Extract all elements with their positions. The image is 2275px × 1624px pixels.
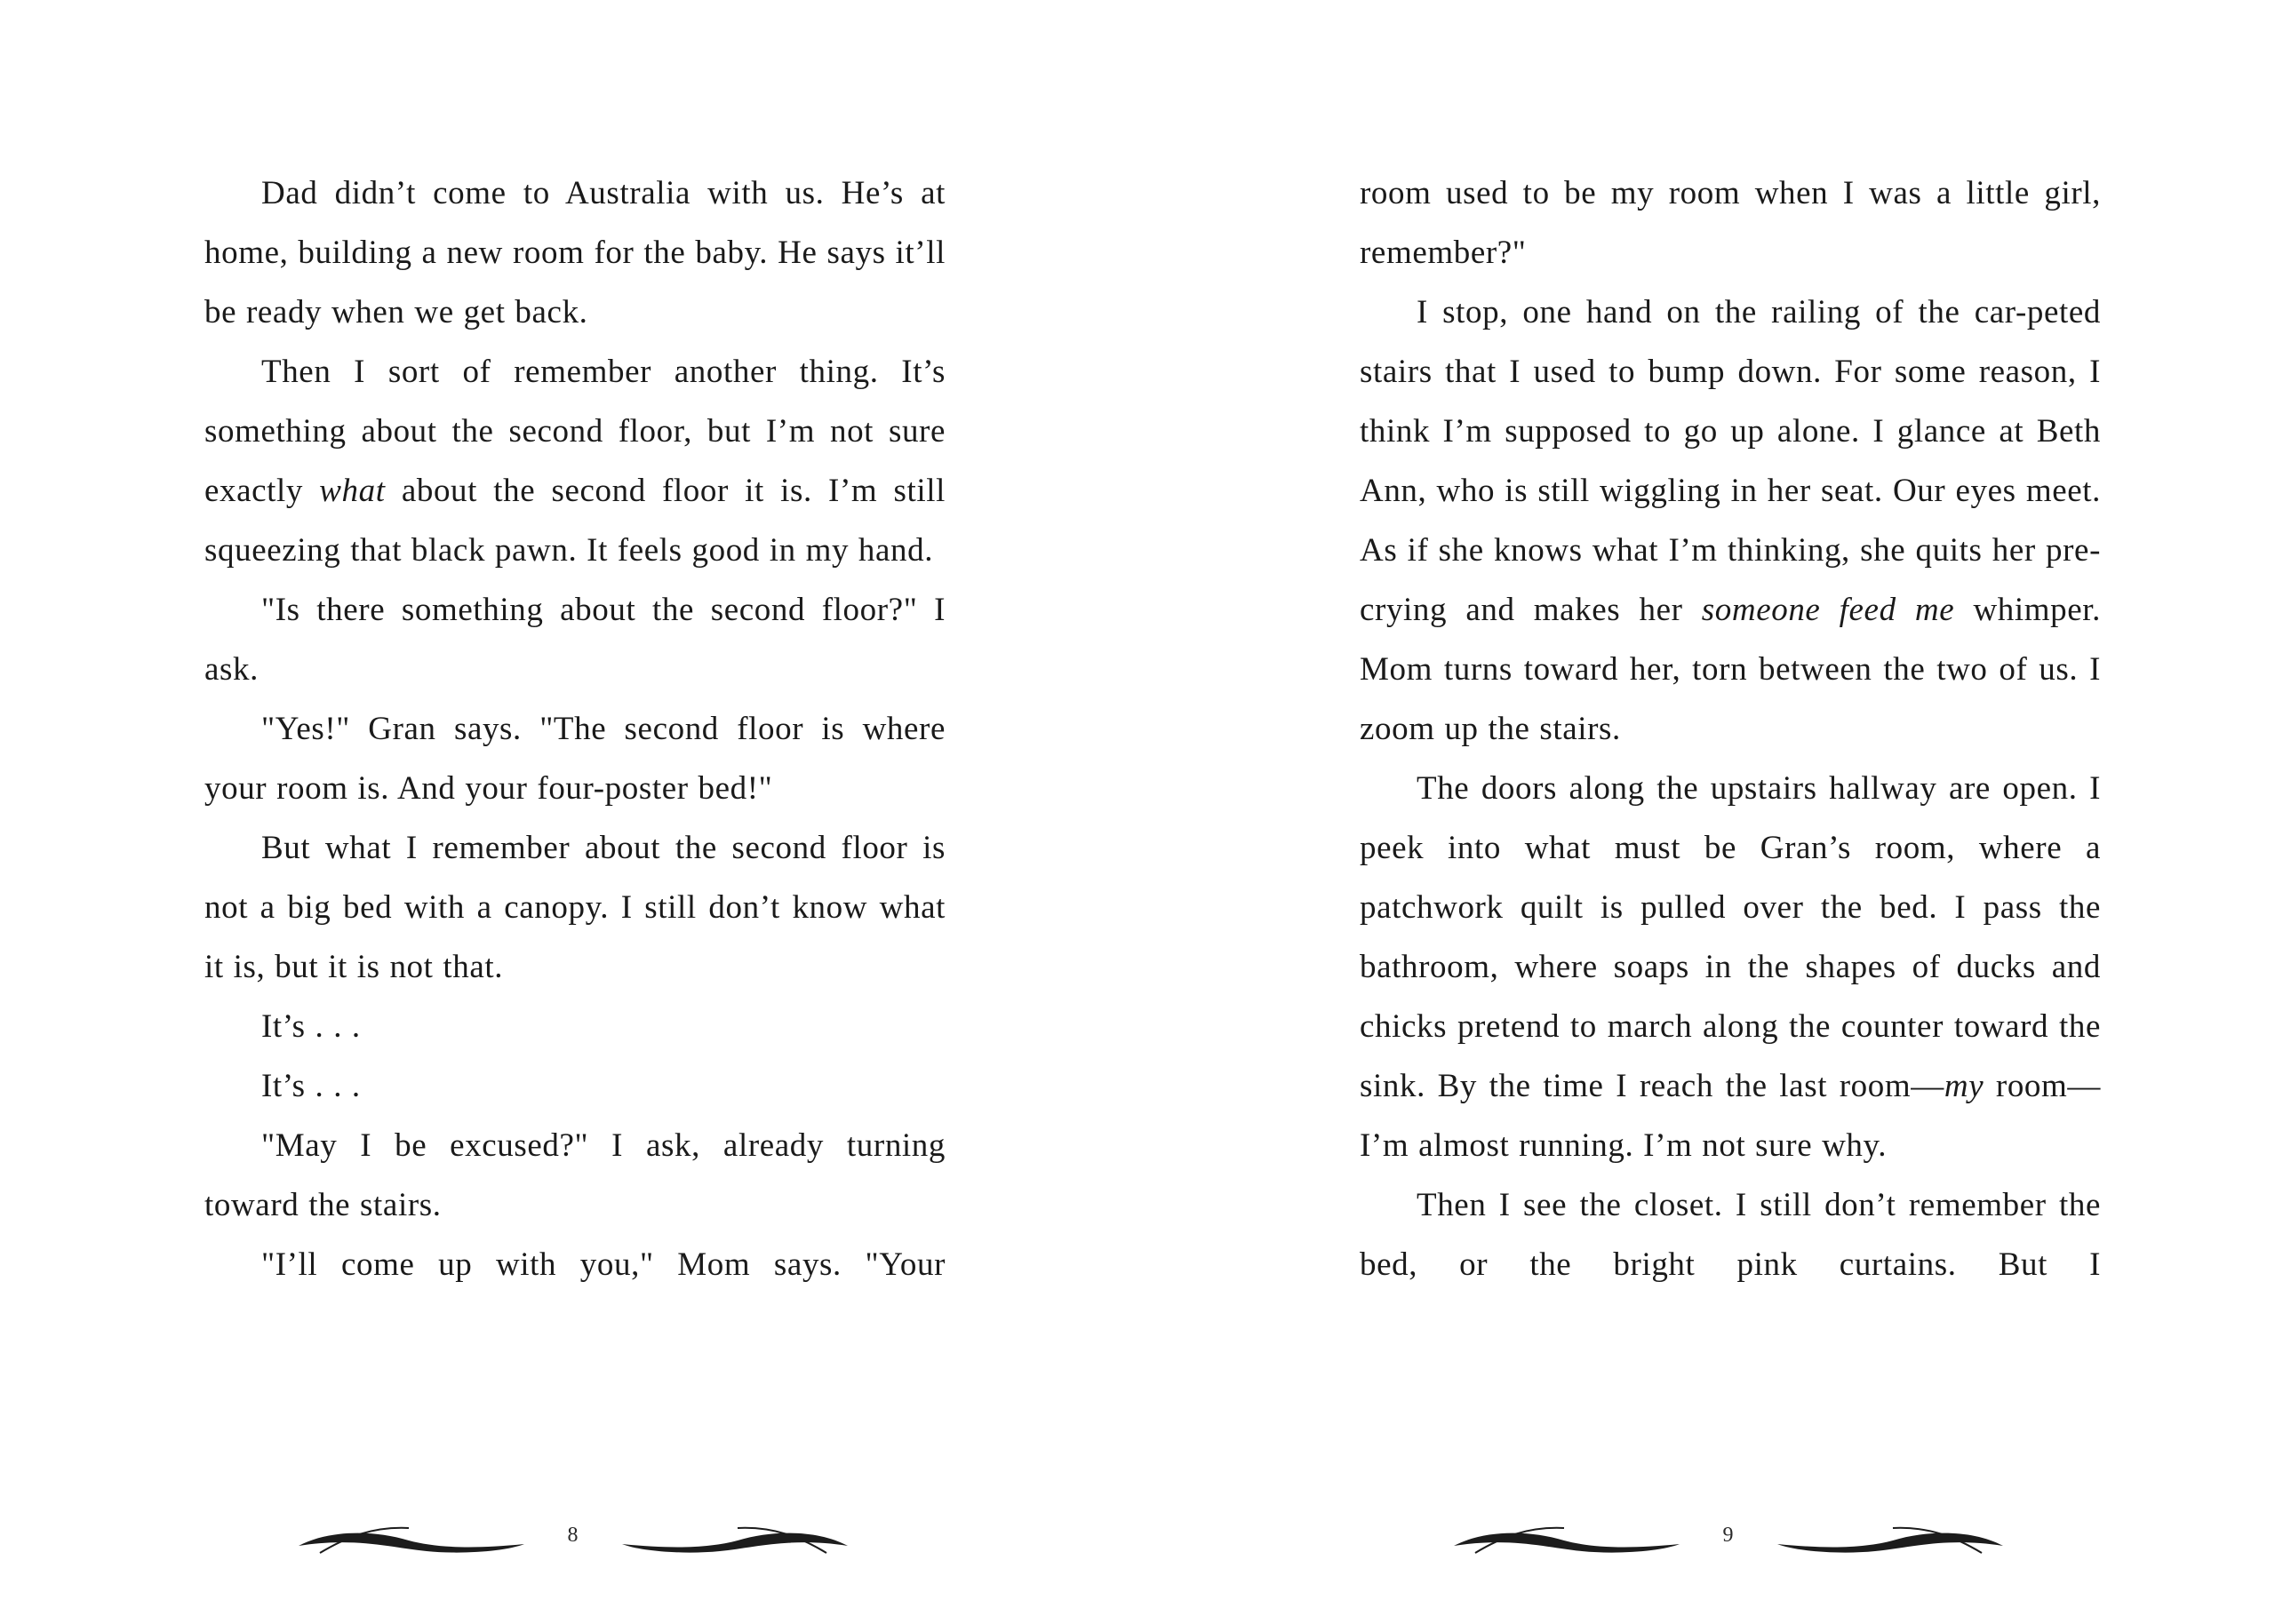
emphasis-text: what (319, 473, 386, 509)
page-footer (293, 1510, 862, 1564)
emphasis-text: someone feed me (1701, 592, 1955, 628)
paragraph: "May I be excused?" I ask, already turning toward the stairs. (204, 1127, 946, 1223)
paragraph: "I’ll come up with you," Mom says. "Your (261, 1246, 946, 1283)
flourish-ornament-icon (1768, 1510, 2008, 1564)
paragraph: "Yes!" Gran says. "The second floor is where your room is. And your four-poster bed!" (204, 711, 946, 807)
paragraph: It’s . . . (261, 1068, 361, 1104)
paragraph: The doors along the upstairs hallway are open. I peek into what must be Gran’s room, where a patchwork quilt is pulled over the bed. I pass the bathroom, where soaps in the shapes of ducks and chicks pretend to march along the counter toward the sink. By the time I reach the last room—my room—I’m almost running. I’m not sure why. (1360, 770, 2102, 1164)
paragraph: "Is there something about the second floor?" I ask. (204, 592, 946, 688)
right-page-text (1360, 163, 2101, 1294)
paragraph: But what I remember about the second floor is not a big bed with a canopy. I still don’t know what it is, but it is not that. (204, 830, 946, 985)
page-number: 8 (567, 1524, 579, 1547)
flourish-ornament-icon (613, 1510, 853, 1564)
paragraph: Then I sort of remember another thing. It’s something about the second floor, but I’m not sure exactly what about the second floor it is. I’m still squeezing that black pawn. It feels good in my hand. (204, 354, 946, 569)
left-page-text (204, 163, 946, 1294)
paragraph: Then I see the closet. I still don’t remember the bed, or the bright pink curtains. But I (1360, 1187, 2101, 1283)
paragraph: I stop, one hand on the railing of the car-peted stairs that I used to bump down. For some reason, I think I’m supposed to go up alone. I glance at Beth Ann, who is still wiggling in her seat. Our eyes meet. As if she knows what I’m thinking, she quits her pre-crying and makes her someone feed me whimper. Mom turns toward her, torn between the two of us. I zoom up the stairs. (1360, 294, 2101, 747)
paragraph: room used to be my room when I was a little girl, remember?" (1360, 175, 2101, 271)
page-number: 9 (1722, 1524, 1735, 1547)
flourish-ornament-icon (293, 1510, 533, 1564)
emphasis-text: my (1944, 1068, 1984, 1104)
page-footer (1449, 1510, 2017, 1564)
flourish-ornament-icon (1449, 1510, 1688, 1564)
right-page (1138, 0, 2275, 1624)
paragraph: Dad didn’t come to Australia with us. He’s at home, building a new room for the baby. He says it’ll be ready when we get back. (204, 175, 946, 330)
paragraph: It’s . . . (261, 1008, 361, 1045)
